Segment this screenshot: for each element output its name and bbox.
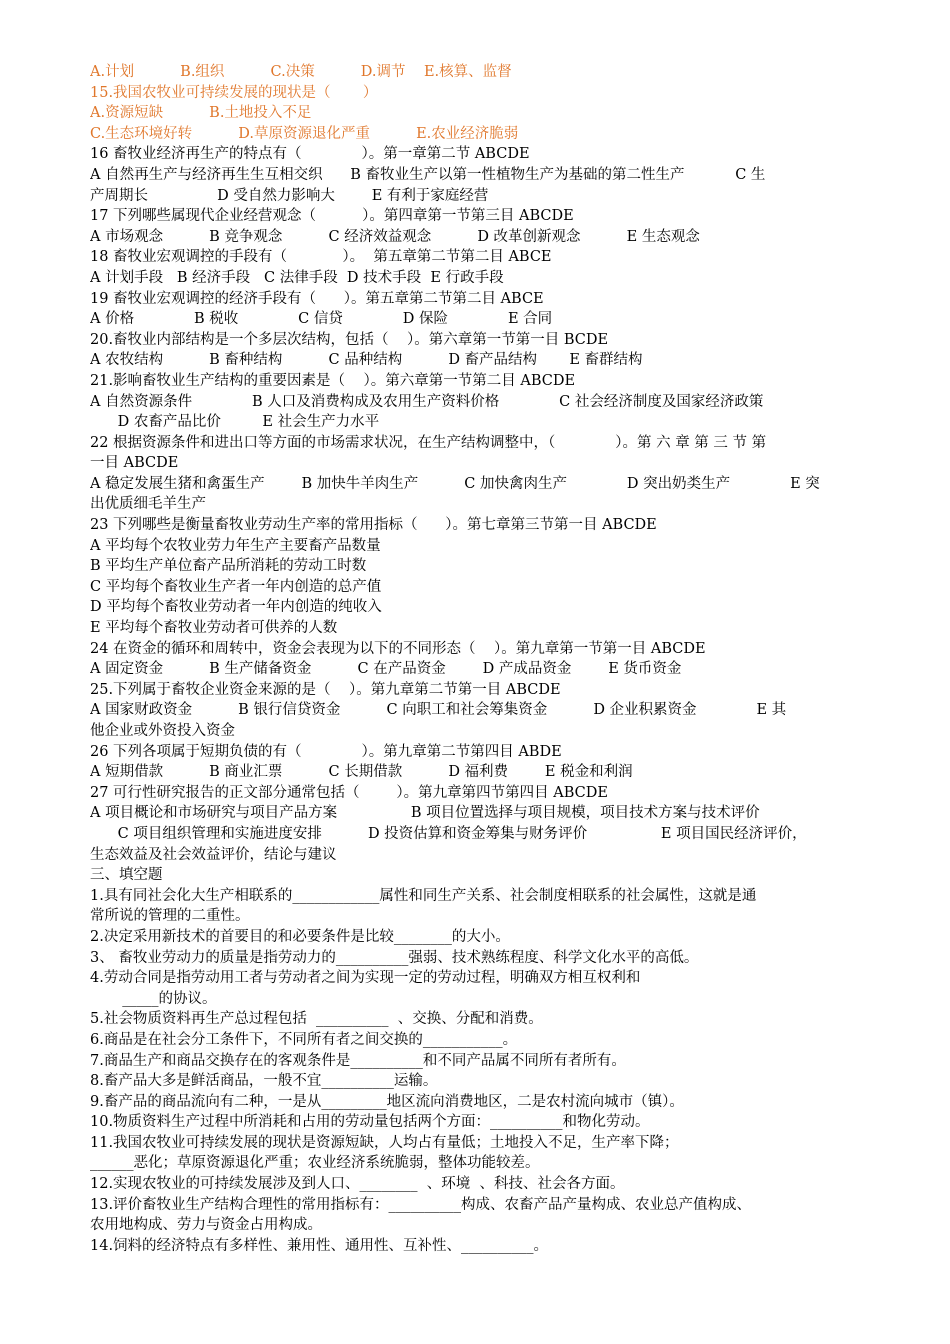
text-line: 21.影响畜牧业生产结构的重要因素是（ ）。第六章第一节第二目 ABCDE [90, 372, 576, 389]
text-line: 常所说的管理的二重性。 [90, 908, 250, 925]
text-line: 出优质细毛羊生产 [90, 496, 206, 513]
text-line: A 短期借款 B 商业汇票 C 长期借款 D 福利费 E 税金和利润 [90, 764, 633, 781]
text-line: 23 下列哪些是衡量畜牧业劳动生产率的常用指标（ ）。第七章第三节第一目 ABCDE [90, 517, 657, 534]
text-line: 22 根据资源条件和进出口等方面的市场需求状况，在生产结构调整中，（ ）。第 六 章 第 三 节 第 [90, 434, 767, 451]
text-line: 8.畜产品大多是鲜活商品，一般不宜__________运输。 [90, 1073, 438, 1090]
text-line: A 自然资源条件 B 人口及消费构成及农用生产资料价格 C 社会经济制度及国家经济政策 [90, 393, 764, 410]
document-page [90, 62, 862, 1256]
text-line: 他企业或外资投入资金 [90, 723, 235, 739]
text-line: C 项目组织管理和实施进度安排 D 投资估算和资金筹集与财务评价 E 项目国民经济评价， [90, 825, 807, 842]
text-line: 10.物质资料生产过程中所消耗和占用的劳动量包括两个方面：__________和物化劳动。 [90, 1114, 650, 1131]
text-line: 产周期长 D 受自然力影响大 E 有利于家庭经营 [90, 187, 489, 204]
text-line: A 价格 B 税收 C 信贷 D 保险 E 合同 [90, 311, 553, 328]
text-line: 18 畜牧业宏观调控的手段有（ ）。 第五章第二节第二目 ABCE [90, 249, 552, 266]
text-line: 24 在资金的循环和周转中，资金会表现为以下的不同形态（ ）。第九章第一节第一目 ABCDE [90, 640, 706, 657]
text-line: C 平均每个畜牧业生产者一年内创造的总产值 [90, 578, 382, 595]
text-line: A 稳定发展生猪和禽蛋生产 B 加快牛羊肉生产 C 加快禽肉生产 D 突出奶类生产 E 突 [90, 475, 820, 492]
text-line: 4.劳动合同是指劳动用工者与劳动者之间为实现一定的劳动过程，明确双方相互权利和 [90, 970, 641, 987]
text-line: A.计划 B.组织 C.决策 D.调节 E.核算、监督 [90, 64, 512, 80]
text-line: 15.我国农牧业可持续发展的现状是（ ） [90, 84, 378, 101]
text-line: A 市场观念 B 竞争观念 C 经济效益观念 D 改革创新观念 E 生态观念 [90, 228, 700, 245]
text-line: 一目 ABCDE [90, 455, 179, 472]
text-line: 农用地构成、劳力与资金占用构成。 [90, 1217, 322, 1234]
text-line: C.生态环境好转 D.草原资源退化严重 E.农业经济脆弱 [90, 125, 519, 142]
text-line: 20.畜牧业内部结构是一个多层次结构，包括（ ）。第六章第一节第一目 BCDE [90, 331, 609, 348]
text-line: 1.具有同社会化大生产相联系的____________属性和同生产关系、社会制度相联系的社会属性，这就是通 [90, 887, 757, 904]
text-line: B 平均生产单位畜产品所消耗的劳动工时数 [90, 558, 367, 575]
text-line: A 平均每个农牧业劳力年生产主要畜产品数量 [90, 537, 381, 554]
text-line: A 项目概论和市场研究与项目产品方案 B 项目位置选择与项目规模，项目技术方案与技术评价 [90, 805, 760, 822]
text-line: 2.决定采用新技术的首要目的和必要条件是比较________的大小。 [90, 928, 510, 945]
text-line: 17 下列哪些属现代企业经营观念（ ）。第四章第一节第三目 ABCDE [90, 208, 574, 225]
text-line: 6.商品是在社会分工条件下，不同所有者之间交换的___________。 [90, 1031, 518, 1048]
text-line: A 农牧结构 B 畜种结构 C 品种结构 D 畜产品结构 E 畜群结构 [90, 352, 643, 369]
text-line: 14.饲料的经济特点有多样性、兼用性、通用性、互补性、__________。 [90, 1237, 549, 1254]
text-line: 7.商品生产和商品交换存在的客观条件是__________和不同产品属不同所有者所有。 [90, 1052, 626, 1069]
text-line: D 农畜产品比价 E 社会生产力水平 [90, 414, 380, 431]
text-line: A 固定资金 B 生产储备资金 C 在产品资金 D 产成品资金 E 货币资金 [90, 661, 682, 678]
text-line: 3、 畜牧业劳动力的质量是指劳动力的__________强弱、技术熟练程度、科学文化水平的高低。 [90, 949, 699, 966]
text-line: 19 畜牧业宏观调控的经济手段有（ ）。第五章第二节第二目 ABCE [90, 290, 544, 307]
text-line: 三、填空题 [90, 867, 163, 884]
text-line: E 平均每个畜牧业劳动者可供养的人数 [90, 620, 338, 637]
text-line: 25.下列属于畜牧企业资金来源的是（ ）。第九章第二节第一目 ABCDE [90, 681, 561, 698]
text-line: 9.畜产品的商品流向有二种，一是从_________地区流向消费地区，二是农村流向城市（镇）。 [90, 1093, 684, 1110]
text-line: 生态效益及社会效益评价，结论与建议 [90, 846, 337, 863]
text-line: ______恶化；草原资源退化严重；农业经济系统脆弱，整体功能较差。 [90, 1155, 540, 1172]
text-line: 16 畜牧业经济再生产的特点有（ ）。第一章第二节 ABCDE [90, 146, 530, 163]
text-line: 27 可行性研究报告的正文部分通常包括（ ）。第九章第四节第四目 ABCDE [90, 784, 608, 801]
text-line: _____的协议。 [90, 990, 217, 1007]
text-line: 26 下列各项属于短期负债的有（ ）。第九章第二节第四目 ABDE [90, 743, 562, 760]
text-line: 13.评价畜牧业生产结构合理性的常用指标有：__________构成、农畜产品产量构成、农业总产值构成、 [90, 1196, 752, 1213]
text-line: A 自然再生产与经济再生生互相交织 B 畜牧业生产以第一性植物生产为基础的第二性生产 C 生 [90, 166, 766, 183]
text-line: 11.我国农牧业可持续发展的现状是资源短缺，人均占有量低；土地投入不足，生产率下降； [90, 1134, 679, 1151]
text-line: A 计划手段 B 经济手段 C 法律手段 D 技术手段 E 行政手段 [90, 269, 504, 286]
text-line: 5.社会物质资料再生产总过程包括 __________ 、交换、分配和消费。 [90, 1011, 543, 1028]
text-line: 12.实现农牧业的可持续发展涉及到人口、________ 、环境 、科技、社会各方面。 [90, 1176, 625, 1193]
text-line: A.资源短缺 B.土地投入不足 [90, 105, 312, 122]
text-line: A 国家财政资金 B 银行信贷资金 C 向职工和社会筹集资金 D 企业积累资金 E 其 [90, 702, 787, 719]
text-line: D 平均每个畜牧业劳动者一年内创造的纯收入 [90, 599, 382, 616]
